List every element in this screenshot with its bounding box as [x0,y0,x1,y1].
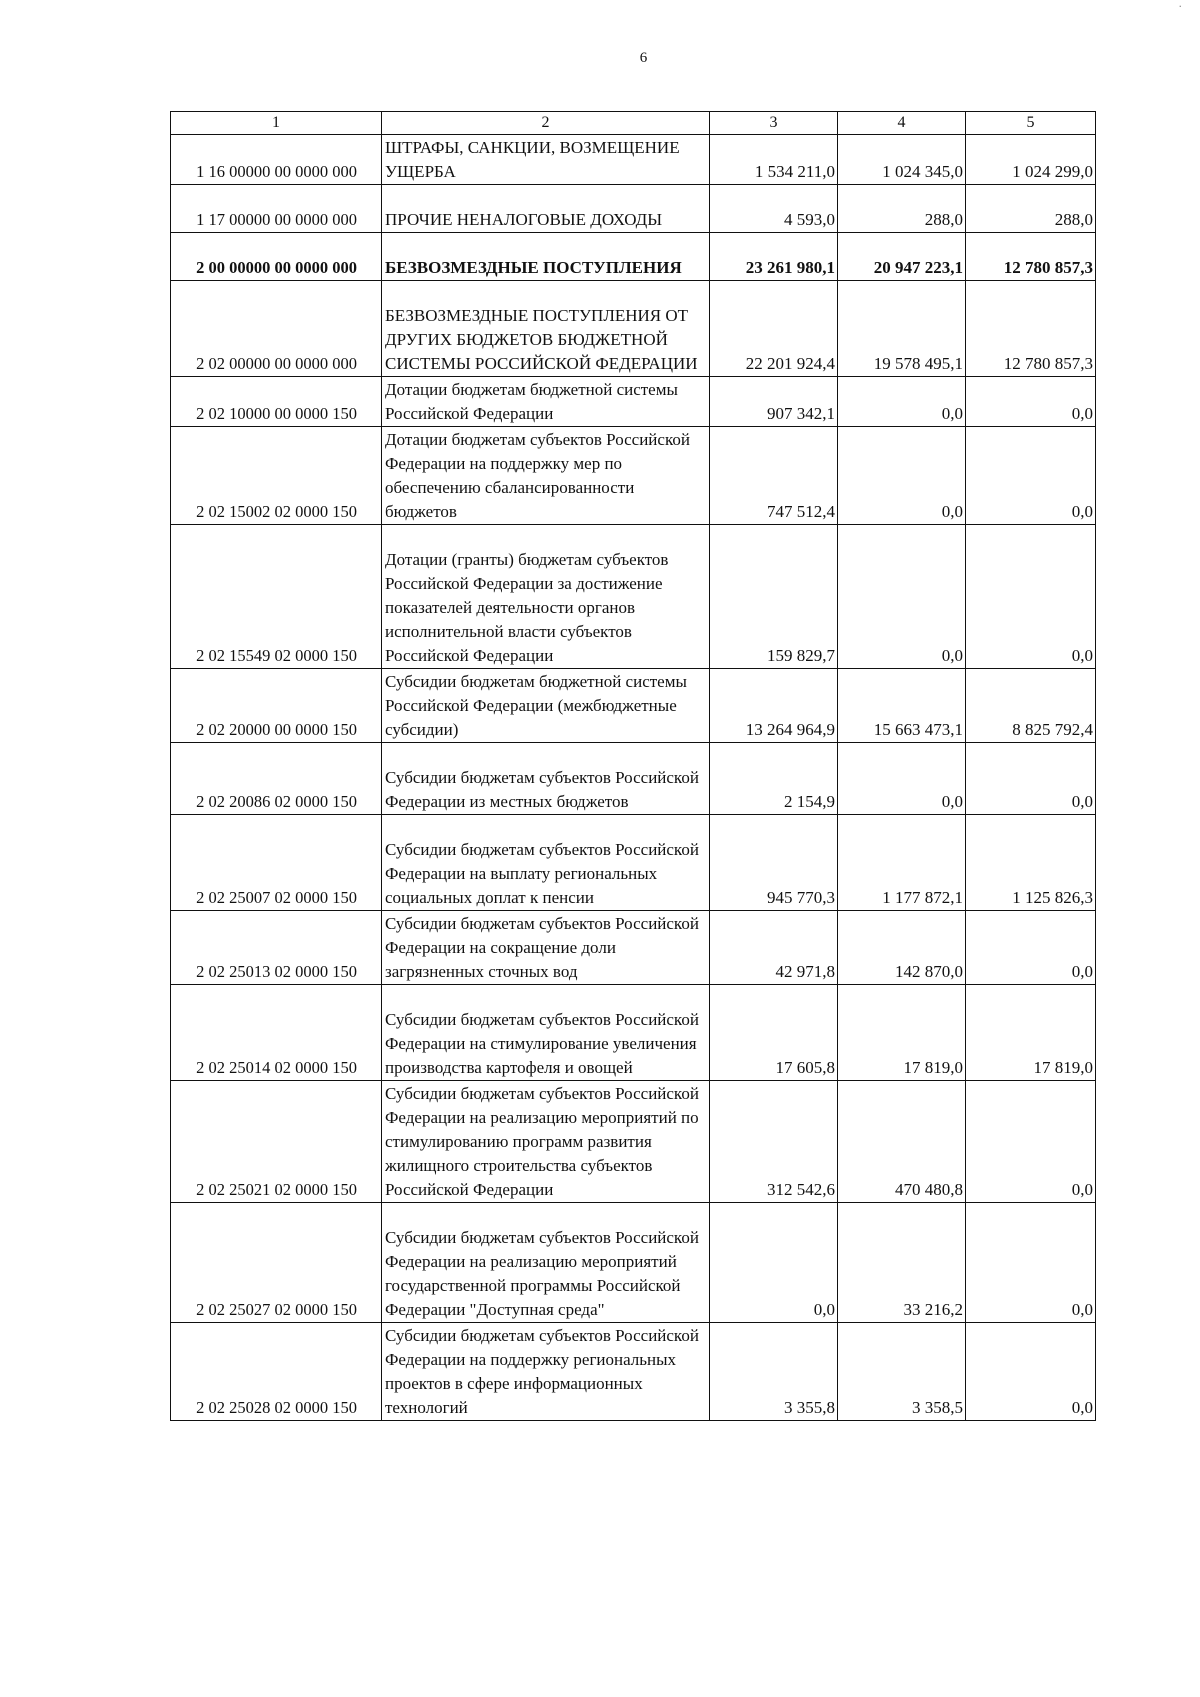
row-value-col3: 945 770,3 [710,815,838,911]
row-value-col3: 4 593,0 [710,185,838,233]
row-value-col4: 20 947 223,1 [838,233,966,281]
table-row [171,427,1096,525]
row-name-cell: Субсидии бюджетам субъектов Российской Федерации на поддержку региональных проектов в сфере информационных технологий [382,1323,710,1421]
row-value-col4: 3 358,5 [838,1323,966,1421]
column-header-3: 3 [710,112,838,135]
row-value-col3: 0,0 [710,1203,838,1323]
row-code-cell: 1 17 00000 00 0000 000 [171,185,382,233]
budget-revenue-table [170,111,1096,1421]
row-code-cell: 2 02 15002 02 0000 150 [171,427,382,525]
row-value-col3: 159 829,7 [710,525,838,669]
table-row [171,377,1096,427]
column-header-1: 1 [171,112,382,135]
row-value-col4: 0,0 [838,743,966,815]
row-code-cell: 2 02 20086 02 0000 150 [171,743,382,815]
row-value-col3: 23 261 980,1 [710,233,838,281]
row-value-col5: 0,0 [966,1323,1096,1421]
row-name-cell: Субсидии бюджетам субъектов Российской Федерации на сокращение доли загрязненных сточных вод [382,911,710,985]
row-value-col4: 15 663 473,1 [838,669,966,743]
row-value-col5: 17 819,0 [966,985,1096,1081]
table-row [171,815,1096,911]
row-code-cell: 2 00 00000 00 0000 000 [171,233,382,281]
row-name-cell: БЕЗВОЗМЕЗДНЫЕ ПОСТУПЛЕНИЯ [382,233,710,281]
table-row [171,525,1096,669]
table-row [171,233,1096,281]
row-value-col5: 0,0 [966,377,1096,427]
row-name-cell: Субсидии бюджетам субъектов Российской Федерации на стимулирование увеличения производства картофеля и овощей [382,985,710,1081]
table-row [171,135,1096,185]
row-value-col4: 0,0 [838,525,966,669]
row-value-col4: 19 578 495,1 [838,281,966,377]
row-value-col5: 0,0 [966,427,1096,525]
row-name-cell: Дотации бюджетам бюджетной системы Российской Федерации [382,377,710,427]
row-value-col3: 13 264 964,9 [710,669,838,743]
row-value-col5: 8 825 792,4 [966,669,1096,743]
row-code-cell: 2 02 00000 00 0000 000 [171,281,382,377]
row-name-cell: Дотации бюджетам субъектов Российской Федерации на поддержку мер по обеспечению сбалансированности бюджетов [382,427,710,525]
row-value-col3: 312 542,6 [710,1081,838,1203]
row-value-col4: 17 819,0 [838,985,966,1081]
row-value-col4: 1 024 345,0 [838,135,966,185]
row-code-cell: 1 16 00000 00 0000 000 [171,135,382,185]
row-value-col5: 0,0 [966,911,1096,985]
row-value-col4: 288,0 [838,185,966,233]
row-name-cell: ШТРАФЫ, САНКЦИИ, ВОЗМЕЩЕНИЕ УЩЕРБА [382,135,710,185]
row-name-cell: Субсидии бюджетам субъектов Российской Федерации из местных бюджетов [382,743,710,815]
column-header-5: 5 [966,112,1096,135]
row-value-col5: 0,0 [966,1203,1096,1323]
scan-mark: · [1178,0,1182,13]
table-row [171,1323,1096,1421]
page-number: 6 [639,50,648,66]
row-value-col3: 17 605,8 [710,985,838,1081]
row-code-cell: 2 02 25007 02 0000 150 [171,815,382,911]
row-value-col5: 12 780 857,3 [966,233,1096,281]
table-row [171,669,1096,743]
row-code-cell: 2 02 25013 02 0000 150 [171,911,382,985]
row-value-col4: 0,0 [838,427,966,525]
row-name-cell: Субсидии бюджетам субъектов Российской Федерации на реализацию мероприятий государственной программы Российской Федерации "Доступная среда" [382,1203,710,1323]
row-value-col3: 747 512,4 [710,427,838,525]
row-value-col3: 42 971,8 [710,911,838,985]
row-code-cell: 2 02 10000 00 0000 150 [171,377,382,427]
row-value-col3: 22 201 924,4 [710,281,838,377]
row-name-cell: ПРОЧИЕ НЕНАЛОГОВЫЕ ДОХОДЫ [382,185,710,233]
row-value-col5: 1 125 826,3 [966,815,1096,911]
row-value-col5: 1 024 299,0 [966,135,1096,185]
row-code-cell: 2 02 25014 02 0000 150 [171,985,382,1081]
row-name-cell: Субсидии бюджетам субъектов Российской Федерации на выплату региональных социальных доплат к пенсии [382,815,710,911]
row-value-col4: 33 216,2 [838,1203,966,1323]
row-value-col3: 2 154,9 [710,743,838,815]
row-value-col5: 288,0 [966,185,1096,233]
row-value-col3: 1 534 211,0 [710,135,838,185]
table-row [171,1203,1096,1323]
row-name-cell: Дотации (гранты) бюджетам субъектов Российской Федерации за достижение показателей деятельности органов исполнительной власти субъектов Российской Федерации [382,525,710,669]
table-row [171,281,1096,377]
column-header-2: 2 [382,112,710,135]
row-value-col3: 3 355,8 [710,1323,838,1421]
row-code-cell: 2 02 15549 02 0000 150 [171,525,382,669]
row-code-cell: 2 02 25021 02 0000 150 [171,1081,382,1203]
row-name-cell: Субсидии бюджетам субъектов Российской Федерации на реализацию мероприятий по стимулированию программ развития жилищного строительства субъектов Российской Федерации [382,1081,710,1203]
row-code-cell: 2 02 25027 02 0000 150 [171,1203,382,1323]
row-value-col5: 0,0 [966,743,1096,815]
row-name-cell: Субсидии бюджетам бюджетной системы Российской Федерации (межбюджетные субсидии) [382,669,710,743]
column-header-4: 4 [838,112,966,135]
table-header-row [171,112,1096,135]
table-row [171,185,1096,233]
row-code-cell: 2 02 20000 00 0000 150 [171,669,382,743]
row-name-cell: БЕЗВОЗМЕЗДНЫЕ ПОСТУПЛЕНИЯ ОТ ДРУГИХ БЮДЖЕТОВ БЮДЖЕТНОЙ СИСТЕМЫ РОССИЙСКОЙ ФЕДЕРАЦИИ [382,281,710,377]
row-code-cell: 2 02 25028 02 0000 150 [171,1323,382,1421]
row-value-col4: 142 870,0 [838,911,966,985]
row-value-col5: 0,0 [966,1081,1096,1203]
table-row [171,743,1096,815]
row-value-col4: 1 177 872,1 [838,815,966,911]
row-value-col5: 0,0 [966,525,1096,669]
table-row [171,911,1096,985]
row-value-col5: 12 780 857,3 [966,281,1096,377]
table-row [171,1081,1096,1203]
table-row [171,985,1096,1081]
row-value-col3: 907 342,1 [710,377,838,427]
row-value-col4: 470 480,8 [838,1081,966,1203]
row-value-col4: 0,0 [838,377,966,427]
